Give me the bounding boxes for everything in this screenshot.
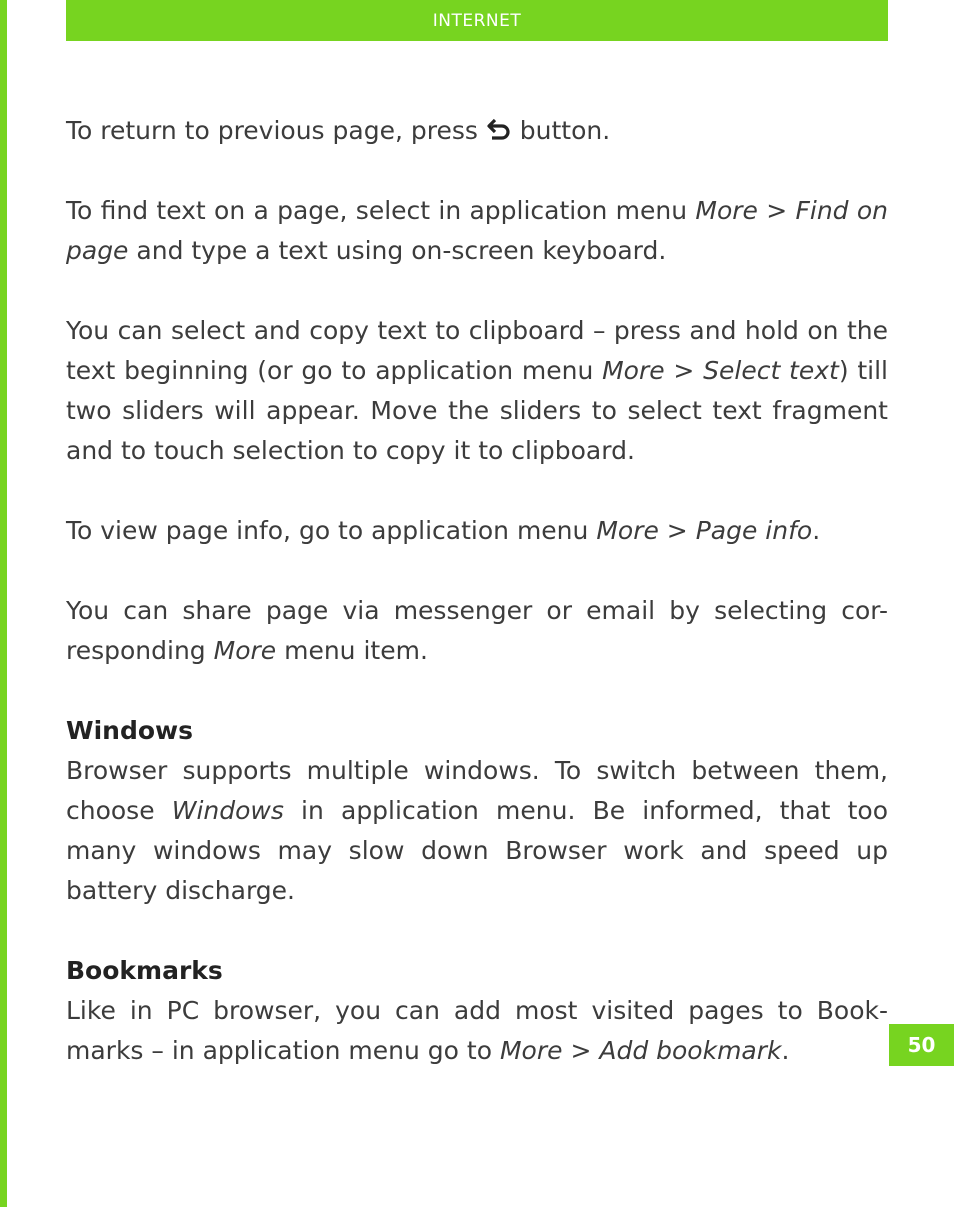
text: Like in PC browser, you can add most visited pages to Book-marks – in application menu go to	[66, 996, 888, 1065]
text: >	[664, 356, 704, 385]
heading-windows: Windows	[66, 716, 193, 745]
page-number: 50	[907, 1033, 936, 1057]
menu-term: More	[602, 356, 665, 385]
menu-term: Windows	[171, 796, 284, 825]
menu-term: More	[499, 1036, 563, 1065]
text: button.	[511, 116, 611, 145]
paragraph-find	[66, 191, 888, 271]
section-title: INTERNET	[432, 10, 522, 31]
menu-term: More	[213, 636, 277, 665]
page-number-badge	[889, 1024, 954, 1066]
back-arrow-icon	[486, 113, 512, 137]
text: >	[562, 1036, 600, 1065]
text: .	[812, 516, 821, 545]
paragraph-bookmarks	[66, 991, 888, 1071]
text: To find text on a page, select in application menu	[66, 196, 696, 225]
text: menu item.	[276, 636, 428, 665]
menu-term: More	[596, 516, 659, 545]
text: You can share page via messenger or email by selecting cor-responding	[66, 596, 888, 665]
menu-term: Add bookmark	[599, 1036, 782, 1065]
text: .	[781, 1036, 790, 1065]
paragraph-back	[66, 111, 888, 151]
left-accent-bar	[0, 0, 7, 1207]
text: To view page info, go to application menu	[66, 516, 597, 545]
page-content	[66, 111, 888, 1111]
menu-term: Find on page	[66, 196, 888, 265]
menu-term: More	[695, 196, 758, 225]
menu-term: Select text	[703, 356, 839, 385]
text: Browser supports multiple windows. To switch between them, choose	[66, 756, 888, 825]
heading-bookmarks: Bookmarks	[66, 956, 223, 985]
text: >	[757, 196, 796, 225]
paragraph-select	[66, 311, 888, 471]
text: and type a text using on-screen keyboard.	[128, 236, 667, 265]
paragraph-share	[66, 591, 888, 671]
paragraph-windows	[66, 751, 888, 911]
paragraph-page-info	[66, 511, 888, 551]
section-header	[66, 0, 888, 41]
text: ) till two sliders will appear. Move the sliders to select text fragment and to touch selection to copy it to clipboard.	[66, 356, 888, 465]
text: in application menu. Be informed, that too many windows may slow down Browser work and speed up battery discharge.	[66, 796, 888, 905]
text: You can select and copy text to clipboard – press and hold on the text beginning (or go to application menu	[66, 316, 888, 385]
text: To return to previous page, press	[66, 116, 486, 145]
menu-term: Page info	[695, 516, 813, 545]
text: >	[658, 516, 696, 545]
